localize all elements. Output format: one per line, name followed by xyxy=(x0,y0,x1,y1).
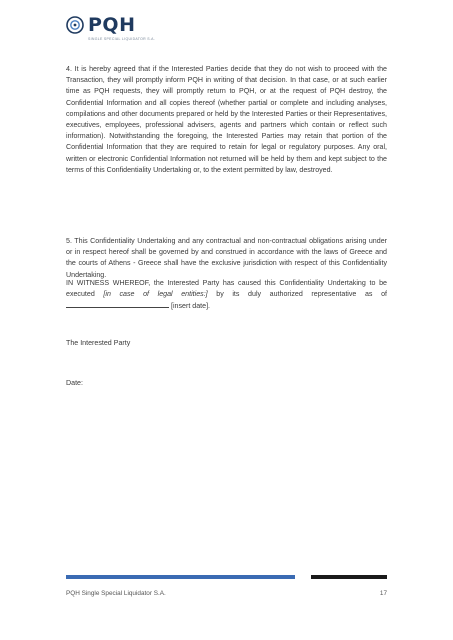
witness-text-2: by its duly authorized representative as of xyxy=(207,290,387,299)
footer-page-number: 17 xyxy=(379,590,387,597)
witness-text-1: IN WITNESS WHEREOF, the Interested Party has caused this Confidentiality Undertaking to be executed xyxy=(66,279,387,299)
paragraph-5: 5. This Confidentiality Undertaking and any contractual and non-contractual obligations arising under or in respect hereof shall be governed by and construed in accordance with the laws of Greece and the courts of Athens - Greece shall have the exclusive jurisdiction with respect of this Confidentiality Undertaking. xyxy=(66,237,387,279)
pqh-logo-icon xyxy=(66,16,84,34)
footer-blue-bar xyxy=(66,575,295,579)
footer-company-name: PQH Single Special Liquidator S.A. xyxy=(66,590,166,597)
signatory-label: The Interested Party xyxy=(66,339,131,347)
pqh-logo xyxy=(66,14,156,46)
witness-clause xyxy=(66,278,387,313)
paragraph-4: 4. It is hereby agreed that if the Interested Parties decide that they do not wish to proceed with the Transaction, they will promptly inform PQH in writing of that decision. In that case, or at such earlier time as PQH requests, they will promptly return to PQH, or at the request of PQH destroy, the Confidential Information and all copies thereof (whether partial or complete and including analyses, compilations and other documents prepared or held by the Interested Parties or their Representatives, executives, employees, professional advisers, agents and partners which contain or reflect such information). Notwithstanding the foregoing, the Interested Parties may retain that portion of the Confidential Information that they are required to retain for legal or regulatory purposes. Any oral, written or electronic Confidential Information not returned will be held by them and kept subject to the terms of this Confidentiality Undertaking or, to the extent permitted by law, destroyed. xyxy=(66,65,387,174)
logo-wordmark: PQH xyxy=(88,14,136,36)
witness-insert-date: [insert date]. xyxy=(169,302,211,311)
logo-subtitle: SINGLE SPECIAL LIQUIDATOR S.A. xyxy=(88,37,156,41)
date-label: Date: xyxy=(66,379,83,387)
date-blank-line xyxy=(66,300,169,308)
witness-italic-note: [in case of legal entities:] xyxy=(103,290,208,299)
footer-black-bar xyxy=(311,575,387,579)
